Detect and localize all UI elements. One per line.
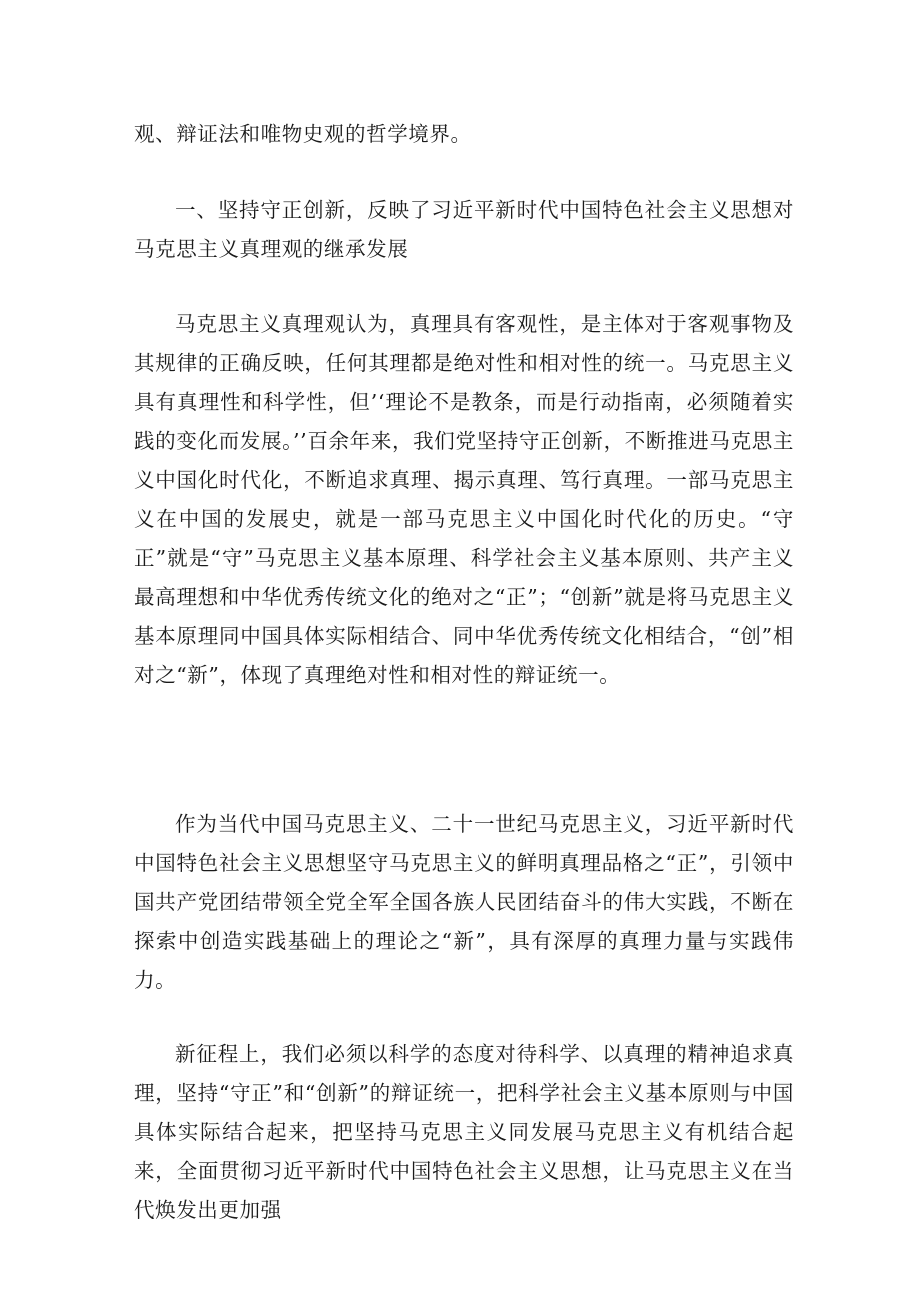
- body-paragraph-1: 马克思主义真理观认为，真理具有客观性，是主体对于客观事物及其规律的正确反映，任何其理都是绝对性和相对性的统一。马克思主义具有真理性和科学性，但’‘理论不是教条，而是行动指南，必须随着实践的变化而发展。’’百余年来，我们党坚持守正创新，不断推进马克思主义中国化时代化，不断追求真理、揭示真理、笃行真理。一部马克思主义在中国的发展史，就是一部马克思主义中国化时代化的历史。“守正”就是“守”马克思主义基本原理、科学社会主义基本原则、共产主义最高理想和中华优秀传统文化的绝对之“正”；“创新”就是将马克思主义基本原理同中国具体实际相结合、同中华优秀传统文化相结合，“创”相对之“新”，体现了真理绝对性和相对性的辩证统一。: [134, 312, 794, 687]
- section-heading: 一、坚持守正创新，反映了习近平新时代中国特色社会主义思想对马克思主义真理观的继承发展: [134, 198, 794, 261]
- body-paragraph-2: 作为当代中国马克思主义、二十一世纪马克思主义，习近平新时代中国特色社会主义思想坚守马克思主义的鲜明真理品格之“正”，引领中国共产党团结带领全党全军全国各族人民团结奋斗的伟大实践，不断在探索中创造实践基础上的理论之“新”，具有深厚的真理力量与实践伟力。: [134, 812, 794, 992]
- body-paragraph-3: 新征程上，我们必须以科学的态度对待科学、以真理的精神追求真理，坚持“守正”和“创新”的辩证统一，把科学社会主义基本原则与中国具体实际结合起来，把坚持马克思主义同发展马克思主义有机结合起来，全面贯彻习近平新时代中国特色社会主义思想，让马克思主义在当代焕发出更加强: [134, 1042, 794, 1222]
- paragraph-continuation: 观、辩证法和唯物史观的哲学境界。: [134, 122, 472, 146]
